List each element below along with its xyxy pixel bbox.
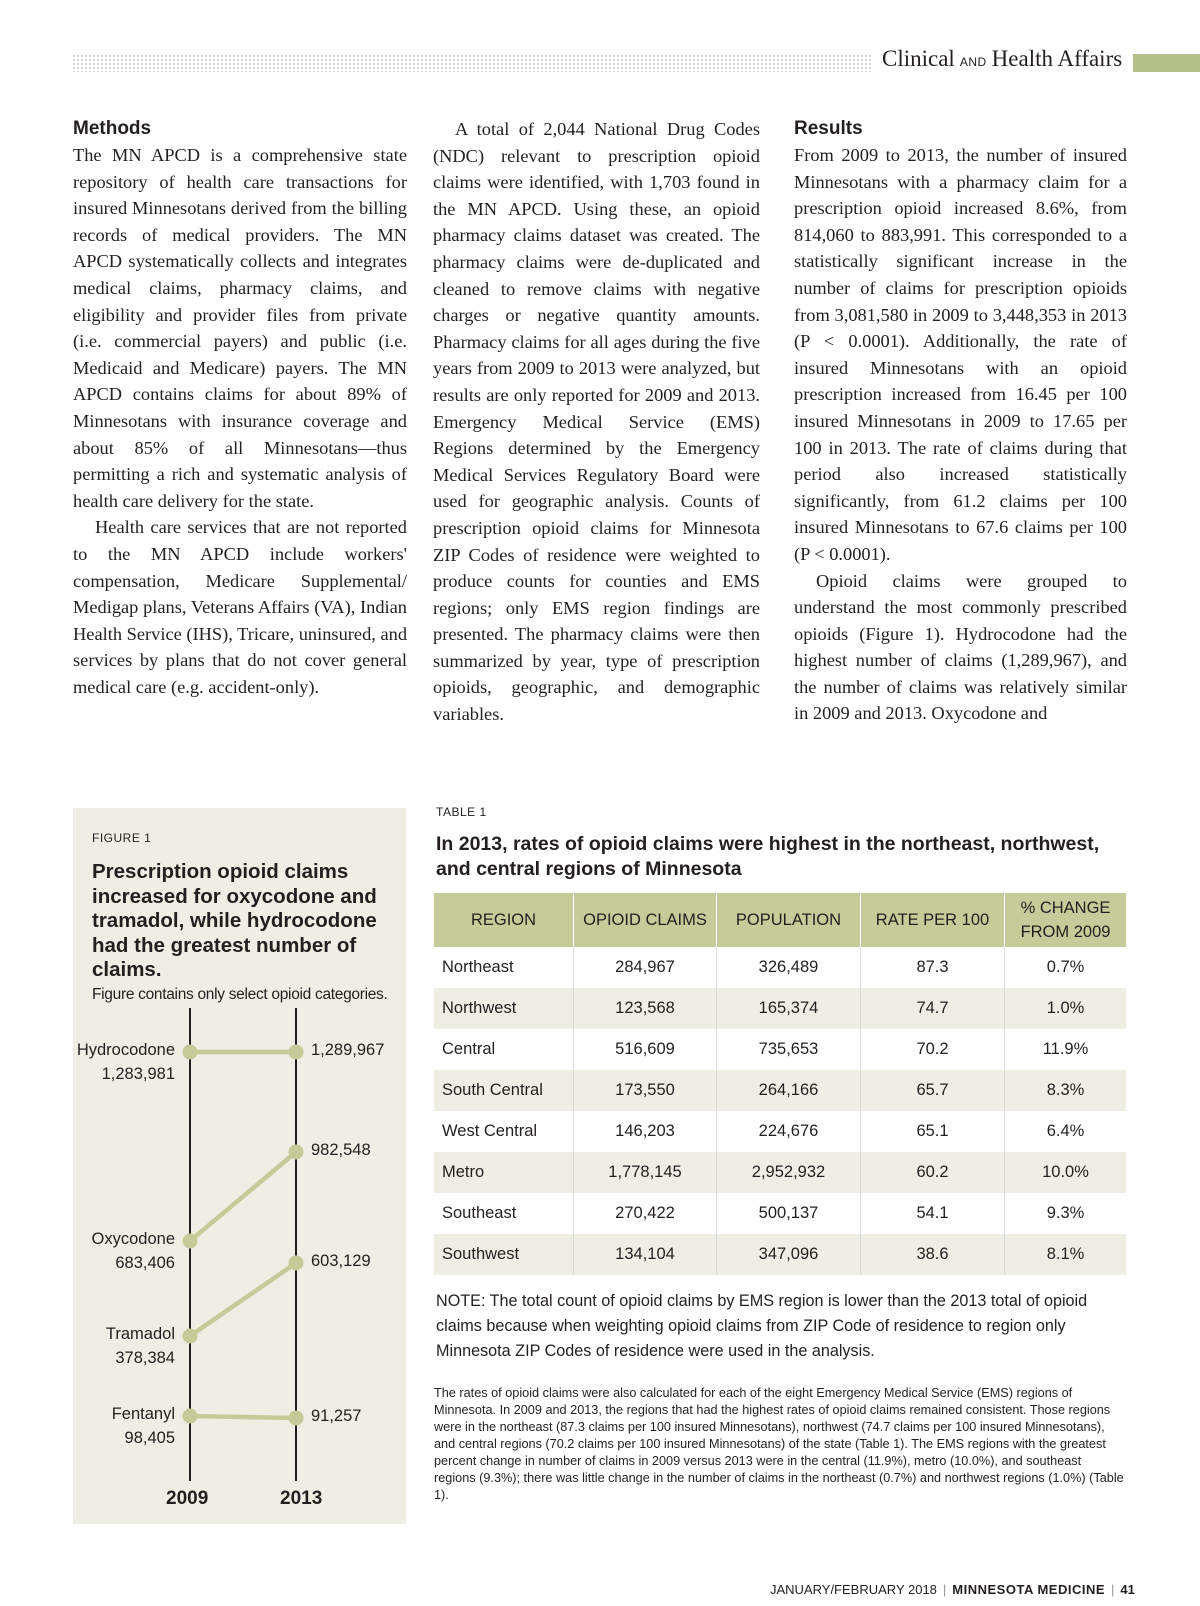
point-fentanyl-2013 [289,1411,304,1426]
cell-population: 224,676 [717,1111,861,1152]
value-hydrocodone-2013: 1,289,967 [311,1041,385,1059]
table-row [434,1152,1126,1193]
cell-change: 0.7% [1046,958,1085,976]
section-title-and: AND [959,55,987,69]
cell-change: 8.3% [1005,1070,1127,1111]
point-tramadol-2009 [183,1329,198,1344]
cell-rate: 65.7 [861,1070,1005,1111]
cell-change: 11.9% [1042,1040,1089,1058]
label-tramadol-2009 [75,1322,175,1370]
cell-rate: 70.2 [861,1029,1005,1070]
cell-claims: 146,203 [574,1111,717,1152]
series-line-oxycodone [190,1152,296,1241]
opioid-claims-table [434,893,1126,1275]
value-fentanyl-2013: 91,257 [311,1407,362,1425]
cell-region: South Central [434,1070,574,1111]
table-row [434,988,1126,1029]
methods-paragraph-2: Health care services that are not reported to the MN APCD include workers' compensation, Medicare Supplemental/ Medigap plans, Veterans Affairs (VA), Indian Health Service (IHS), Tricare, uninsured, and services by plans that do not cover general medical care (e.g. accident-only). [73,517,408,697]
label-fentanyl-2009 [75,1402,175,1450]
cell-rate: 38.6 [861,1234,1005,1275]
cell-population: 165,374 [717,988,861,1029]
table-note: NOTE: The total count of opioid claims by EMS region is lower than the 2013 total of opioid claims because when weighting opioid claims from ZIP Code of residence to region only Minnesota ZIP Codes of residence were used in the analysis. [436,1292,1088,1360]
cell-region: Northwest [434,988,574,1029]
header-region: REGION [434,893,574,947]
cell-claims: 516,609 [574,1029,717,1070]
value-hydrocodone-2009: 1,283,981 [101,1065,175,1083]
table-row [434,1111,1126,1152]
label-hydrocodone-2009 [75,1038,175,1086]
cell-region: Southwest [434,1234,574,1275]
table-title: In 2013, rates of opioid claims were highest in the northeast, northwest, and central regions of Minnesota [436,833,1100,880]
figure-1 [73,808,406,1524]
cell-rate: 74.7 [861,988,1005,1029]
footer-separator: | [1111,1582,1115,1597]
cell-change: 6.4% [1046,1122,1085,1140]
cell-population: 2,952,932 [717,1152,861,1193]
cell-claims: 270,422 [574,1193,717,1234]
column-results [794,116,1127,727]
point-hydrocodone-2013 [289,1045,304,1060]
cell-claims: 284,967 [574,947,717,988]
value-oxycodone-2009: 683,406 [115,1254,175,1272]
point-hydrocodone-2009 [183,1045,198,1060]
cell-claims: 173,550 [574,1070,717,1111]
cell-rate: 60.2 [861,1152,1005,1193]
table-row [434,1193,1126,1234]
point-tramadol-2013 [289,1256,304,1271]
table-label: TABLE 1 [436,805,487,819]
figure-title: Prescription opioid claims increased for oxycodone and tramadol, while hydrocodone had the greatest number of claims. [92,860,377,981]
series-name-hydrocodone: Hydrocodone [76,1041,175,1059]
series-name-tramadol: Tramadol [105,1325,175,1343]
publication-name: MINNESOTA MEDICINE [952,1582,1106,1597]
cell-change: 8.1% [1005,1234,1127,1275]
header-opioid-claims: OPIOID CLAIMS [574,893,717,947]
page-footer [770,1582,1135,1597]
figure-label: FIGURE 1 [92,831,152,845]
footer-separator: | [942,1582,947,1597]
series-line-fentanyl [190,1416,296,1418]
cell-rate: 87.3 [861,947,1005,988]
cell-rate: 65.1 [861,1111,1005,1152]
table-row [434,1029,1126,1070]
cell-population: 347,096 [717,1234,861,1275]
cell-change: 10.0% [1005,1152,1127,1193]
cell-rate: 54.1 [861,1193,1005,1234]
issue-date: JANUARY/FEBRUARY 2018 [770,1582,937,1597]
results-paragraph-2: Opioid claims were grouped to understand the most commonly prescribed opioids (Figure 1). Hydrocodone had the highest number of claims (1,289,967), and the number of claims was relatively similar in 2009 and 2013. Oxycodone and [794,570,1127,724]
series-line-tramadol [190,1263,296,1336]
section-title-part2: Health Affairs [991,46,1123,71]
header-population: POPULATION [717,893,861,947]
cell-region: Northeast [434,947,574,988]
table-commentary: The rates of opioid claims were also calculated for each of the eight Emergency Medical Service (EMS) regions of Minnesota. In 2009 and 2013, the regions that had the highest rates of opioid claims remained consistent. Those regions were in the northeast (87.3 claims per 100 insured Minnesotans), northwest (74.7 claims per 100 insured Minnesotans), and central regions (70.2 claims per 100 insured Minnesotans) of the state (Table 1). The EMS regions with the greatest percent change in number of claims in 2009 versus 2013 were in the central (11.9%), metro (10.0%), and southeast regions (9.3%); there was little change in the number of claims in the northeast (0.7%) and northwest regions (1.0%) (Table 1). [434,1386,1124,1502]
table-row [434,947,1126,988]
value-tramadol-2013: 603,129 [311,1252,371,1270]
year-label-2013: 2013 [280,1488,323,1509]
cell-population: 326,489 [717,947,861,988]
cell-claims: 134,104 [574,1234,717,1275]
value-tramadol-2009: 378,384 [115,1349,175,1367]
header-rate: RATE PER 100 [861,893,1005,947]
value-fentanyl-2009: 98,405 [124,1429,175,1447]
column-methods-continued [433,116,760,728]
methods-paragraph-1: The MN APCD is a comprehensive state repository of health care transactions for insured Minnesotans derived from the billing records of medical providers. The MN APCD systematically collects and integrates medical claims, pharmacy claims, and eligibility and provider files from private (i.e. commercial payers) and public (i.e. Medicaid and Medicare) payers. The MN APCD contains claims for about 89% of Minnesotans with insurance coverage and about 85% of all Minnesotans—thus permitting a rich and systematic analysis of health care delivery for the state. [73,145,407,511]
cell-region: Southeast [434,1193,574,1234]
header-dotted-rule [72,54,872,72]
series-name-oxycodone: Oxycodone [91,1230,175,1248]
value-oxycodone-2013: 982,548 [311,1141,371,1159]
header-accent-bar [1133,54,1200,72]
point-fentanyl-2009 [183,1409,198,1424]
year-label-2009: 2009 [166,1488,209,1509]
table-row [434,1070,1126,1111]
section-title [878,46,1126,72]
cell-region: Metro [434,1152,574,1193]
cell-change: 1.0% [1005,988,1127,1029]
label-oxycodone-2009 [75,1227,175,1275]
cell-change: 9.3% [1046,1204,1085,1222]
series-name-fentanyl: Fentanyl [111,1405,175,1423]
point-oxycodone-2009 [183,1234,198,1249]
cell-claims: 1,778,145 [574,1152,717,1193]
methods-paragraph-3: A total of 2,044 National Drug Codes (NDC) relevant to prescription opioid claims were identified, with 1,703 found in the MN APCD. Using these, an opioid pharmacy claims dataset was created. The pharmacy claims were de-duplicated and cleaned to remove claims with negative charges or negative quantity amounts. Pharmacy claims for all ages during the five years from 2009 to 2013 were analyzed, but results are only reported for 2009 and 2013. Emergency Medical Service (EMS) Regions determined by the Emergency Medical Services Regulatory Board were used for geographic analysis. Counts of prescription opioid claims for Minnesota ZIP Codes of residence were weighted to produce counts for counties and EMS regions; only EMS region findings are presented. The pharmacy claims were then summarized by year, type of prescription opioids, geographic, and demographic variables. [433,119,760,725]
header-change: % CHANGE FROM 2009 [1005,893,1127,947]
methods-heading: Methods [73,118,152,139]
point-oxycodone-2013 [289,1145,304,1160]
cell-region: Central [434,1029,574,1070]
figure-subtitle: Figure contains only select opioid categories. [92,986,388,1003]
cell-population: 500,137 [717,1193,861,1234]
section-title-part1: Clinical [882,46,955,71]
results-paragraph-1: From 2009 to 2013, the number of insured Minnesotans with a pharmacy claim for a prescription opioid increased 8.6%, from 814,060 to 883,991. This corresponded to a statistically significant increase in the number of claims for prescription opioids from 3,081,580 in 2009 to 3,448,353 in 2013 (P < 0.0001). Additionally, the rate of insured Minnesotans with an opioid prescription increased from 16.45 per 100 insured Minnesotans in 2009 to 17.65 per 100 in 2013. The rate of claims during that period also increased statistically significantly, from 61.2 claims per 100 insured Minnesotans to 67.6 claims per 100 (P < 0.0001). [794,145,1127,564]
page-number: 41 [1120,1582,1135,1597]
results-heading: Results [794,118,863,139]
cell-claims: 123,568 [574,988,717,1029]
table-header-row [434,893,1126,947]
cell-region: West Central [434,1111,574,1152]
table-row [434,1234,1126,1275]
cell-population: 735,653 [717,1029,861,1070]
column-methods [73,116,407,700]
cell-population: 264,166 [717,1070,861,1111]
